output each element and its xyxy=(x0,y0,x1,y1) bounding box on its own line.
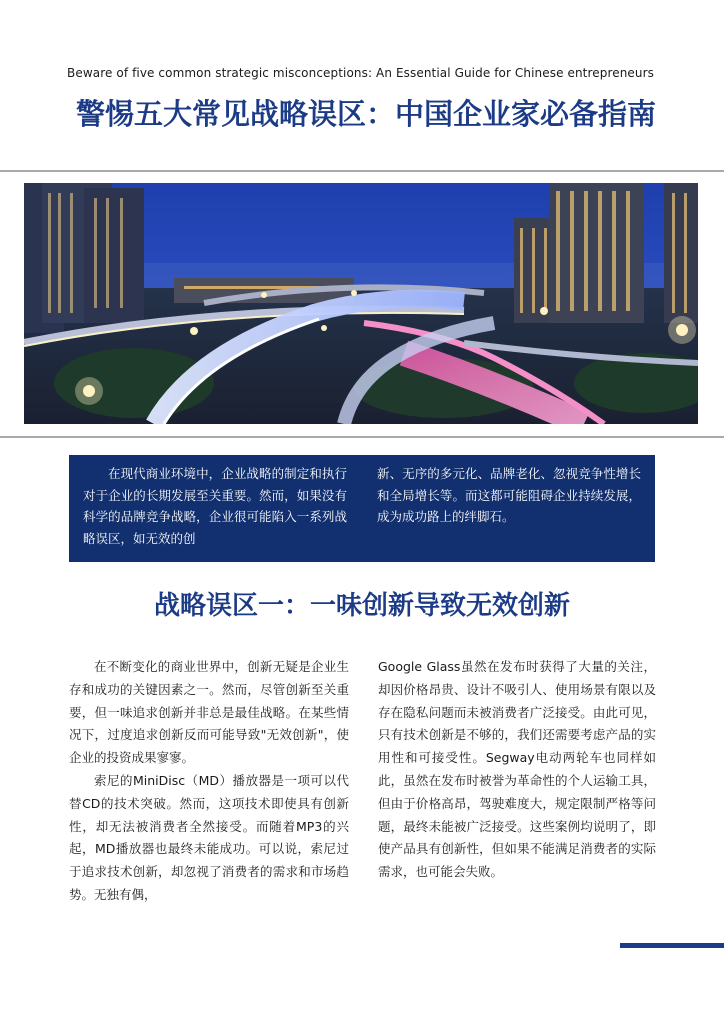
page-title: 警惕五大常见战略误区：中国企业家必备指南 xyxy=(75,97,656,131)
section-heading: 战略误区一：一味创新导致无效创新 xyxy=(153,591,570,621)
body-column-right xyxy=(378,656,656,884)
bottom-divider xyxy=(0,436,724,438)
paragraph: 在不断变化的商业世界中，创新无疑是企业生存和成功的关键因素之一。然而，尽管创新至关重要，但一味追求创新并非总是最佳战略。在某些情况下，过度追求创新反而可能导致"无效创新"，使企业的投资成果寥寥。 xyxy=(69,659,349,766)
intro-text-1: 在现代商业环境中，企业战略的制定和执行对于企业的长期发展至关重要。然而，如果没有科学的品牌竞争战略，企业很可能陷入一系列战略误区，如无效的创 xyxy=(83,466,347,546)
intro-column-1 xyxy=(83,463,347,562)
cityscape-photo xyxy=(24,183,698,424)
intro-column-2 xyxy=(377,463,641,562)
accent-bar xyxy=(620,943,724,948)
english-title: Beware of five common strategic misconceptions: An Essential Guide for Chinese entrepreneurs xyxy=(67,66,654,80)
paragraph: Google Glass虽然在发布时获得了大量的关注，却因价格昂贵、设计不吸引人、使用场景有限以及存在隐私问题而未被消费者广泛接受。由此可见，只有技术创新是不够的，我们还需要考虑产品的实用性和可接受性。Segway电动两轮车也同样如此，虽然在发布时被誉为革命性的个人运输工具，但由于价格高昂，驾驶难度大，规定限制严格等问题，最终未能被广泛接受。这些案例均说明了，即使产品具有创新性，但如果不能满足消费者的实际需求，也可能会失败。 xyxy=(378,659,656,880)
paragraph: 索尼的MiniDisc（MD）播放器是一项可以代替CD的技术突破。然而，这项技术即使具有创新性，却无法被消费者全然接受。而随着MP3的兴起，MD播放器也最终未能成功。可以说，索尼过于追求技术创新，却忽视了消费者的需求和市场趋势。无独有偶， xyxy=(69,772,349,902)
body-column-left xyxy=(69,656,349,907)
intro-text-2: 新、无序的多元化、品牌老化、忽视竞争性增长和全局增长等。而这都可能阻碍企业持续发展，成为成功路上的绊脚石。 xyxy=(377,466,641,524)
intro-box xyxy=(69,455,655,562)
top-divider xyxy=(0,170,724,172)
